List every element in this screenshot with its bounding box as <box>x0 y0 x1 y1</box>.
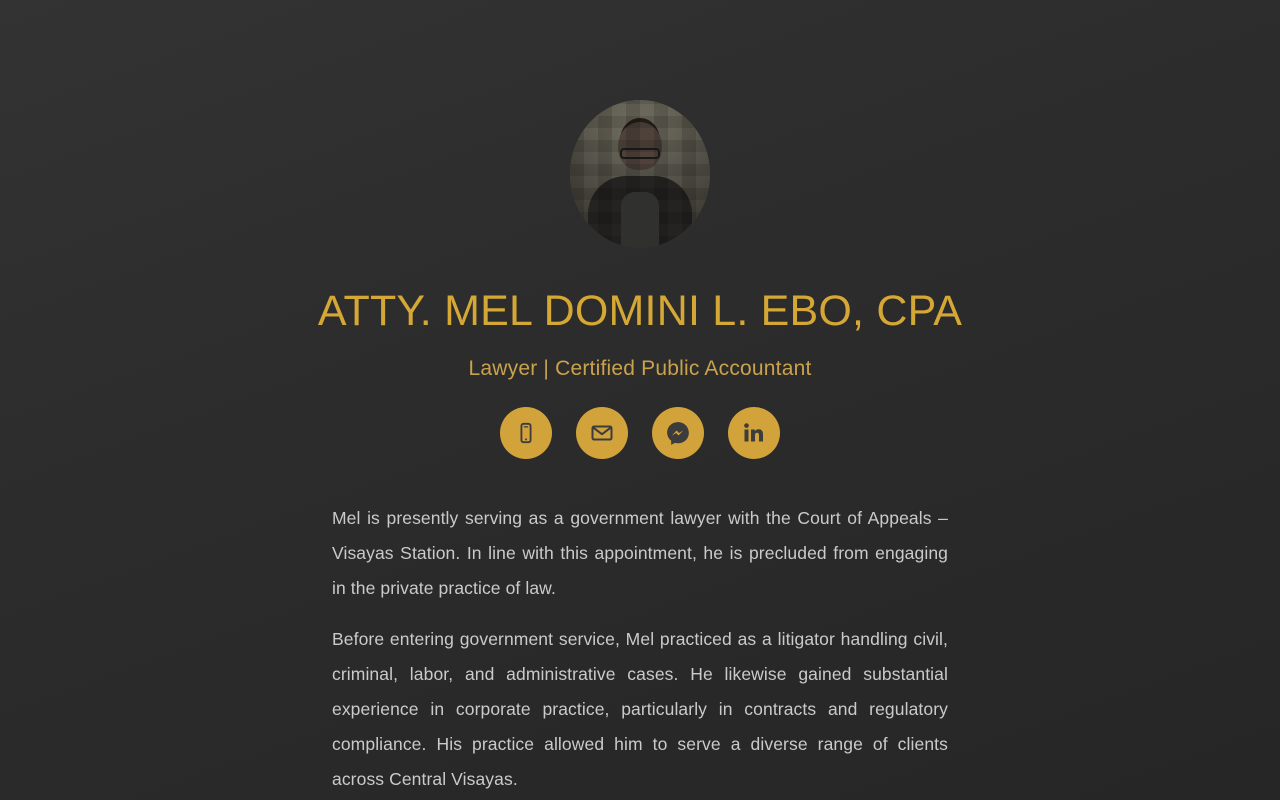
bio-section <box>332 501 948 797</box>
social-link-linkedin[interactable] <box>728 407 780 459</box>
email-icon <box>590 421 614 445</box>
social-link-email[interactable] <box>576 407 628 459</box>
avatar <box>570 100 710 248</box>
phone-icon <box>515 422 537 444</box>
bio-paragraph-2: Before entering government service, Mel practiced as a litigator handling civil, criminal, labor, and administrative cases. He likewise gained substantial experience in corporate practice, particularly in contracts and regulatory compliance. His practice allowed him to serve a diverse range of clients across Central Visayas. <box>332 629 948 790</box>
social-link-messenger[interactable] <box>652 407 704 459</box>
avatar-shirt <box>621 192 659 248</box>
messenger-icon <box>665 420 691 446</box>
social-link-phone[interactable] <box>500 407 552 459</box>
linkedin-icon <box>742 421 766 445</box>
glasses-icon <box>620 148 660 159</box>
social-links <box>500 407 780 459</box>
bio-paragraph-1: Mel is presently serving as a government lawyer with the Court of Appeals – Visayas Station. In line with this appointment, he is precluded from engaging in the private practice of law. <box>332 508 948 599</box>
profile-tagline: Lawyer | Certified Public Accountant <box>468 357 812 381</box>
page-title: ATTY. MEL DOMINI L. EBO, CPA <box>317 287 963 335</box>
